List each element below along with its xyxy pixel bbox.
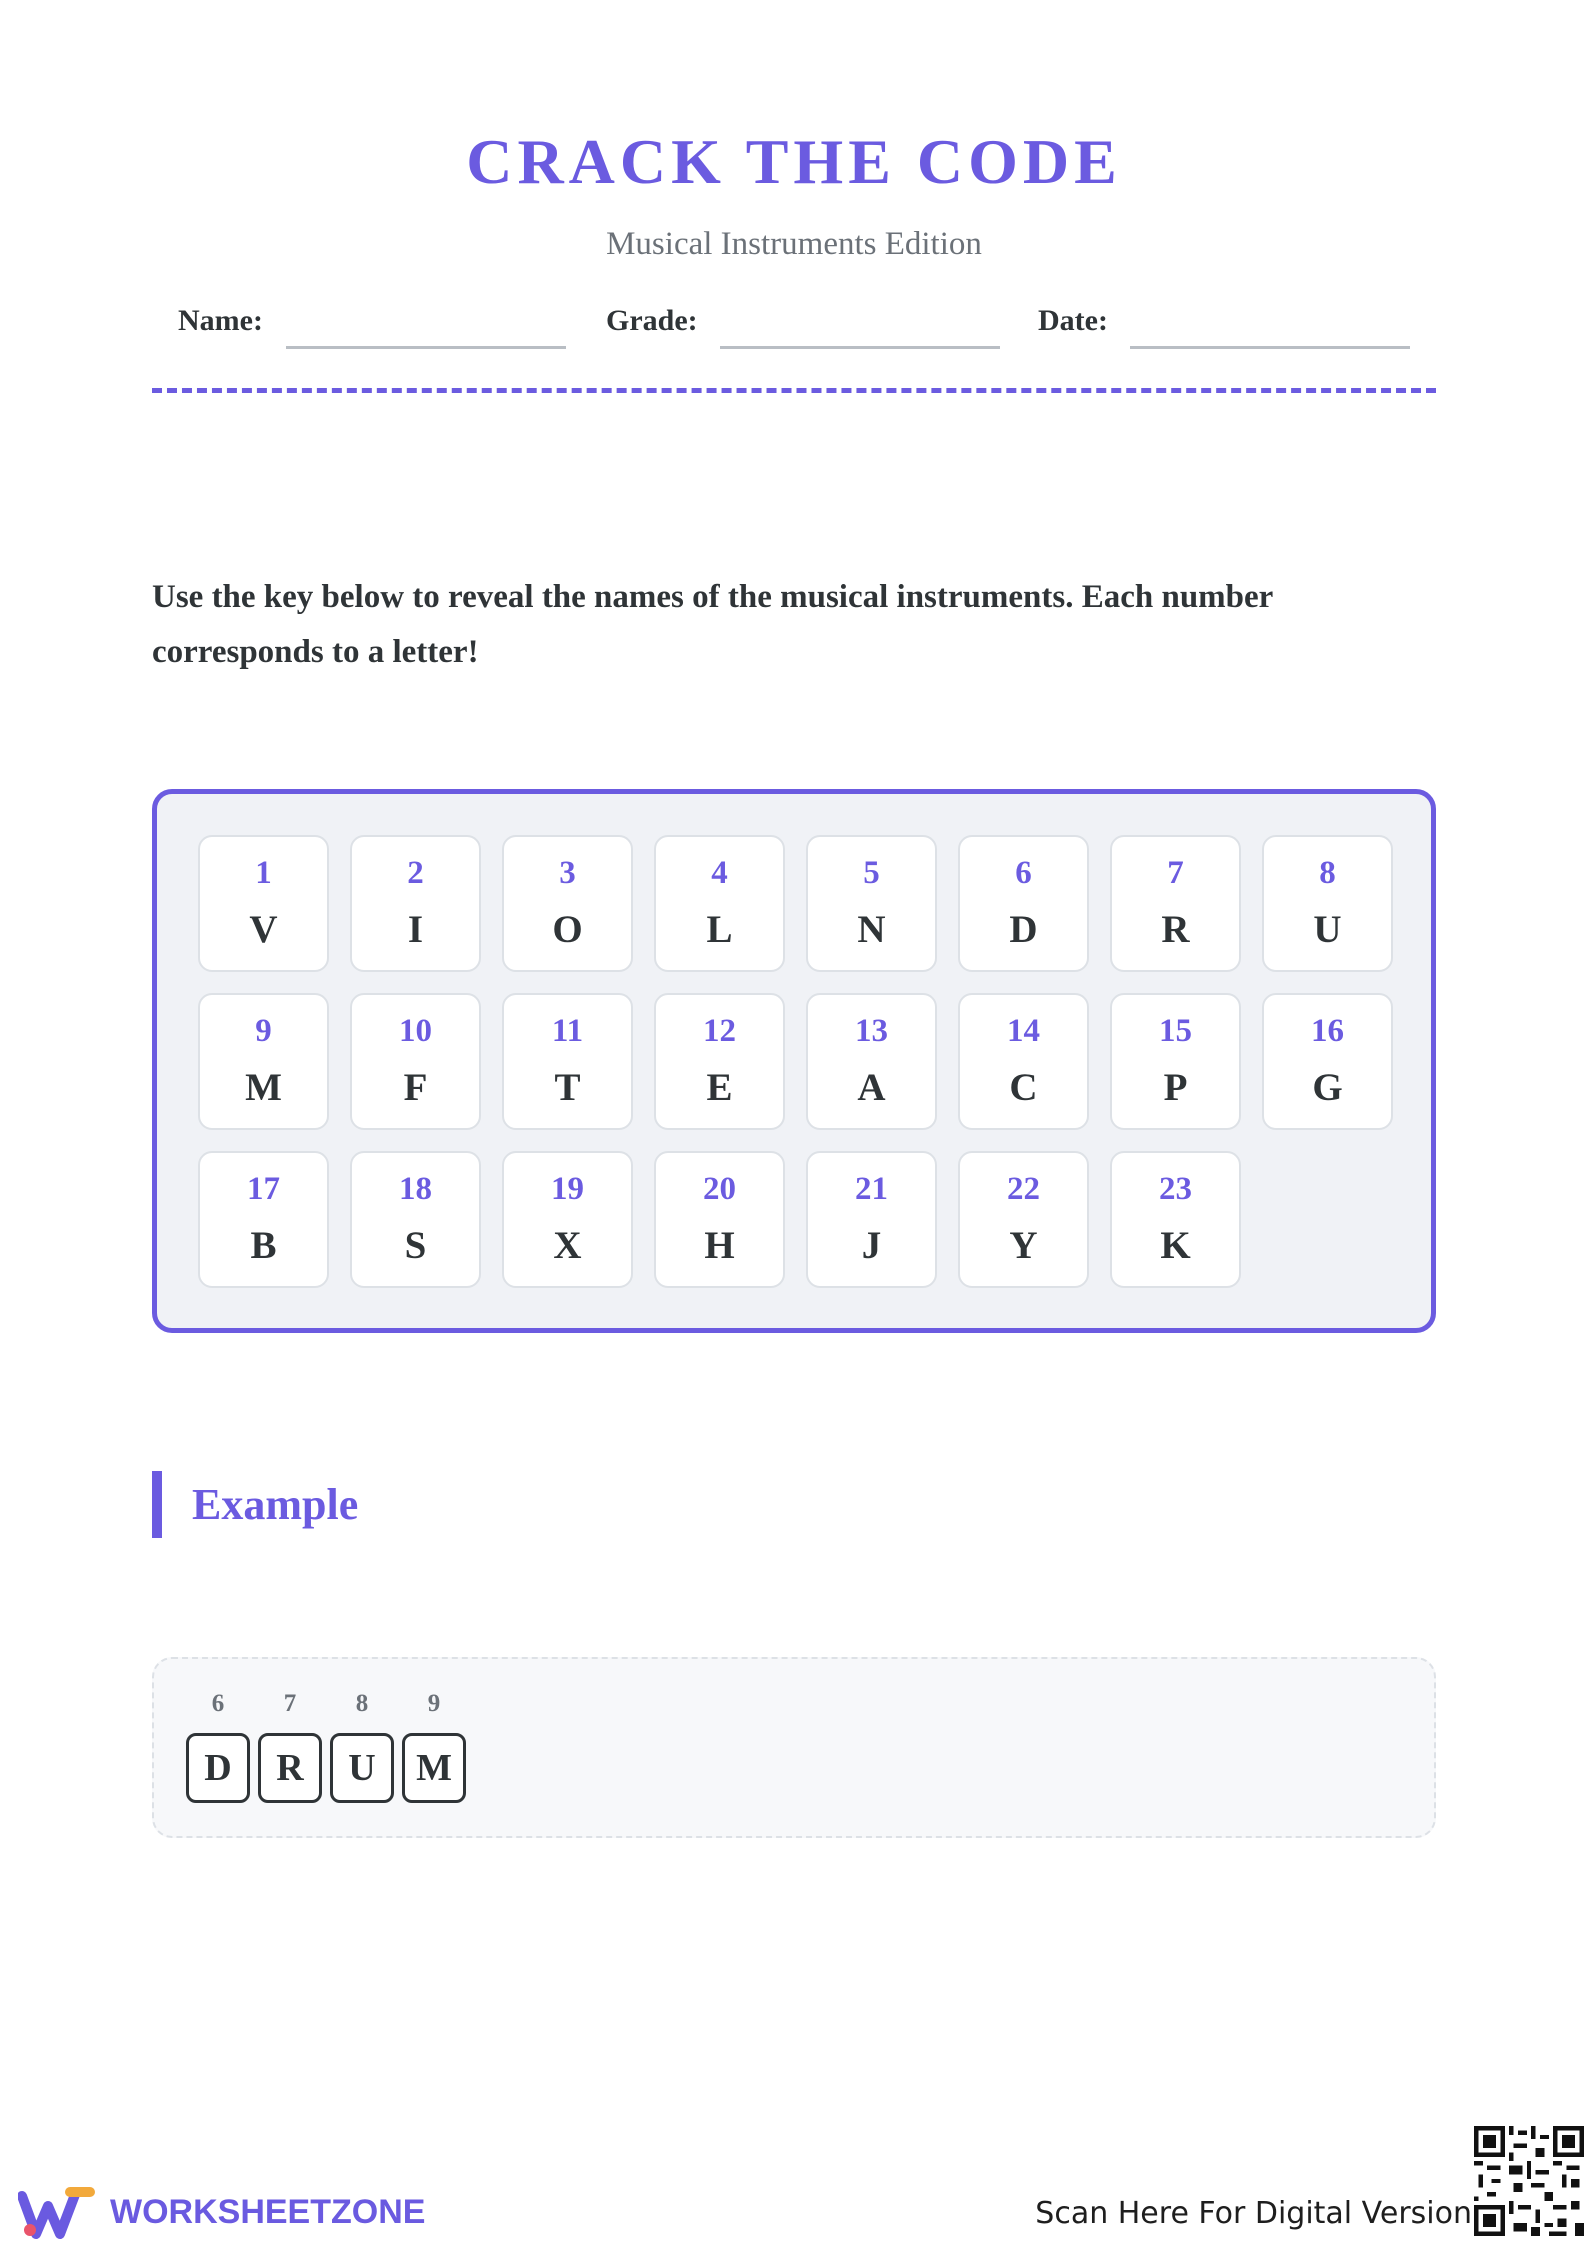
- key-number: 1: [255, 855, 272, 891]
- key-letter: L: [706, 908, 733, 951]
- key-number: 7: [1167, 855, 1184, 891]
- key-number: 20: [703, 1171, 736, 1207]
- example-number: 9: [427, 1690, 441, 1717]
- key-number: 14: [1007, 1013, 1040, 1049]
- key-cell: [958, 1151, 1089, 1288]
- key-cell: [806, 835, 937, 972]
- key-letter: Y: [1009, 1224, 1038, 1267]
- code-key-grid: [198, 835, 1393, 1288]
- key-number: 2: [407, 855, 424, 891]
- key-number: 8: [1319, 855, 1336, 891]
- example-letter-cell: [402, 1689, 466, 1803]
- key-letter: K: [1160, 1224, 1191, 1267]
- key-number: 22: [1007, 1171, 1040, 1207]
- key-letter: G: [1312, 1066, 1343, 1109]
- worksheetzone-logo-icon: [18, 2184, 98, 2240]
- grade-label: Grade:: [606, 304, 698, 337]
- key-number: 9: [255, 1013, 272, 1049]
- key-number: 11: [551, 1013, 584, 1049]
- key-cell: [1262, 835, 1393, 972]
- key-number: 10: [399, 1013, 432, 1049]
- example-accent-bar: [152, 1471, 162, 1538]
- qr-code-icon[interactable]: [1474, 2126, 1584, 2236]
- key-cell: [1262, 993, 1393, 1130]
- key-cell: [198, 835, 329, 972]
- key-letter: H: [704, 1224, 735, 1267]
- key-number: 23: [1159, 1171, 1192, 1207]
- key-number: 5: [863, 855, 880, 891]
- key-letter: D: [1009, 908, 1038, 951]
- key-number: 19: [551, 1171, 584, 1207]
- key-letter: T: [554, 1066, 581, 1109]
- key-letter: A: [857, 1066, 886, 1109]
- example-letter-box: R: [258, 1733, 322, 1803]
- key-letter: B: [250, 1224, 277, 1267]
- key-letter: M: [245, 1066, 282, 1109]
- student-info-fields: [152, 298, 1436, 358]
- key-cell: [654, 993, 785, 1130]
- key-letter: O: [552, 908, 583, 951]
- key-letter: U: [1313, 908, 1342, 951]
- key-letter: V: [249, 908, 278, 951]
- key-letter: J: [861, 1224, 882, 1267]
- scan-caption: Scan Here For Digital Version: [1035, 2196, 1472, 2231]
- key-letter: E: [706, 1066, 733, 1109]
- key-number: 13: [855, 1013, 888, 1049]
- instructions-text: Use the key below to reveal the names of the musical instruments. Each number corresponds to a letter!: [152, 579, 1273, 670]
- key-cell: [654, 1151, 785, 1288]
- key-cell: [502, 835, 633, 972]
- key-cell: [1110, 835, 1241, 972]
- logo-text: WORKSHEETZONE: [110, 2193, 426, 2231]
- example-number: 8: [355, 1690, 369, 1717]
- key-letter: I: [407, 908, 424, 951]
- key-cell: [350, 1151, 481, 1288]
- key-number: 17: [247, 1171, 280, 1207]
- key-letter: X: [553, 1224, 582, 1267]
- key-number: 21: [855, 1171, 888, 1207]
- key-letter: F: [403, 1066, 428, 1109]
- name-label: Name:: [178, 304, 263, 337]
- key-cell: [350, 835, 481, 972]
- example-letter-box: U: [330, 1733, 394, 1803]
- key-cell: [806, 993, 937, 1130]
- example-panel: [152, 1657, 1436, 1838]
- key-cell: [958, 993, 1089, 1130]
- key-cell: [1110, 993, 1241, 1130]
- worksheetzone-logo[interactable]: [18, 2184, 438, 2240]
- key-number: 18: [399, 1171, 432, 1207]
- page-title: CRACK THE CODE: [466, 126, 1122, 197]
- header-divider: [152, 388, 1436, 393]
- key-letter: N: [857, 908, 886, 951]
- page-subtitle: Musical Instruments Edition: [606, 226, 982, 262]
- key-number: 6: [1015, 855, 1032, 891]
- example-letter-cell: [330, 1689, 394, 1803]
- key-letter: S: [404, 1224, 427, 1267]
- example-word: [186, 1689, 466, 1803]
- key-number: 16: [1311, 1013, 1344, 1049]
- key-letter: P: [1163, 1066, 1188, 1109]
- example-number: 6: [211, 1690, 225, 1717]
- name-line[interactable]: [286, 346, 566, 349]
- example-heading: Example: [192, 1480, 359, 1529]
- key-cell: [350, 993, 481, 1130]
- key-cell: [806, 1151, 937, 1288]
- key-cell: [1110, 1151, 1241, 1288]
- example-number: 7: [283, 1690, 297, 1717]
- key-number: 12: [703, 1013, 736, 1049]
- key-number: 4: [711, 855, 728, 891]
- key-cell: [198, 993, 329, 1130]
- key-cell: [502, 1151, 633, 1288]
- key-number: 15: [1159, 1013, 1192, 1049]
- key-cell: [958, 835, 1089, 972]
- key-cell: [654, 835, 785, 972]
- date-line[interactable]: [1130, 346, 1410, 349]
- code-key-panel: [152, 789, 1436, 1333]
- key-letter: C: [1009, 1066, 1038, 1109]
- example-letter-box: D: [186, 1733, 250, 1803]
- key-cell: [198, 1151, 329, 1288]
- key-letter: R: [1161, 908, 1190, 951]
- key-number: 3: [559, 855, 576, 891]
- example-letter-cell: [186, 1689, 250, 1803]
- key-cell: [502, 993, 633, 1130]
- example-letter-cell: [258, 1689, 322, 1803]
- example-letter-box: M: [402, 1733, 466, 1803]
- grade-line[interactable]: [720, 346, 1000, 349]
- date-label: Date:: [1038, 304, 1108, 337]
